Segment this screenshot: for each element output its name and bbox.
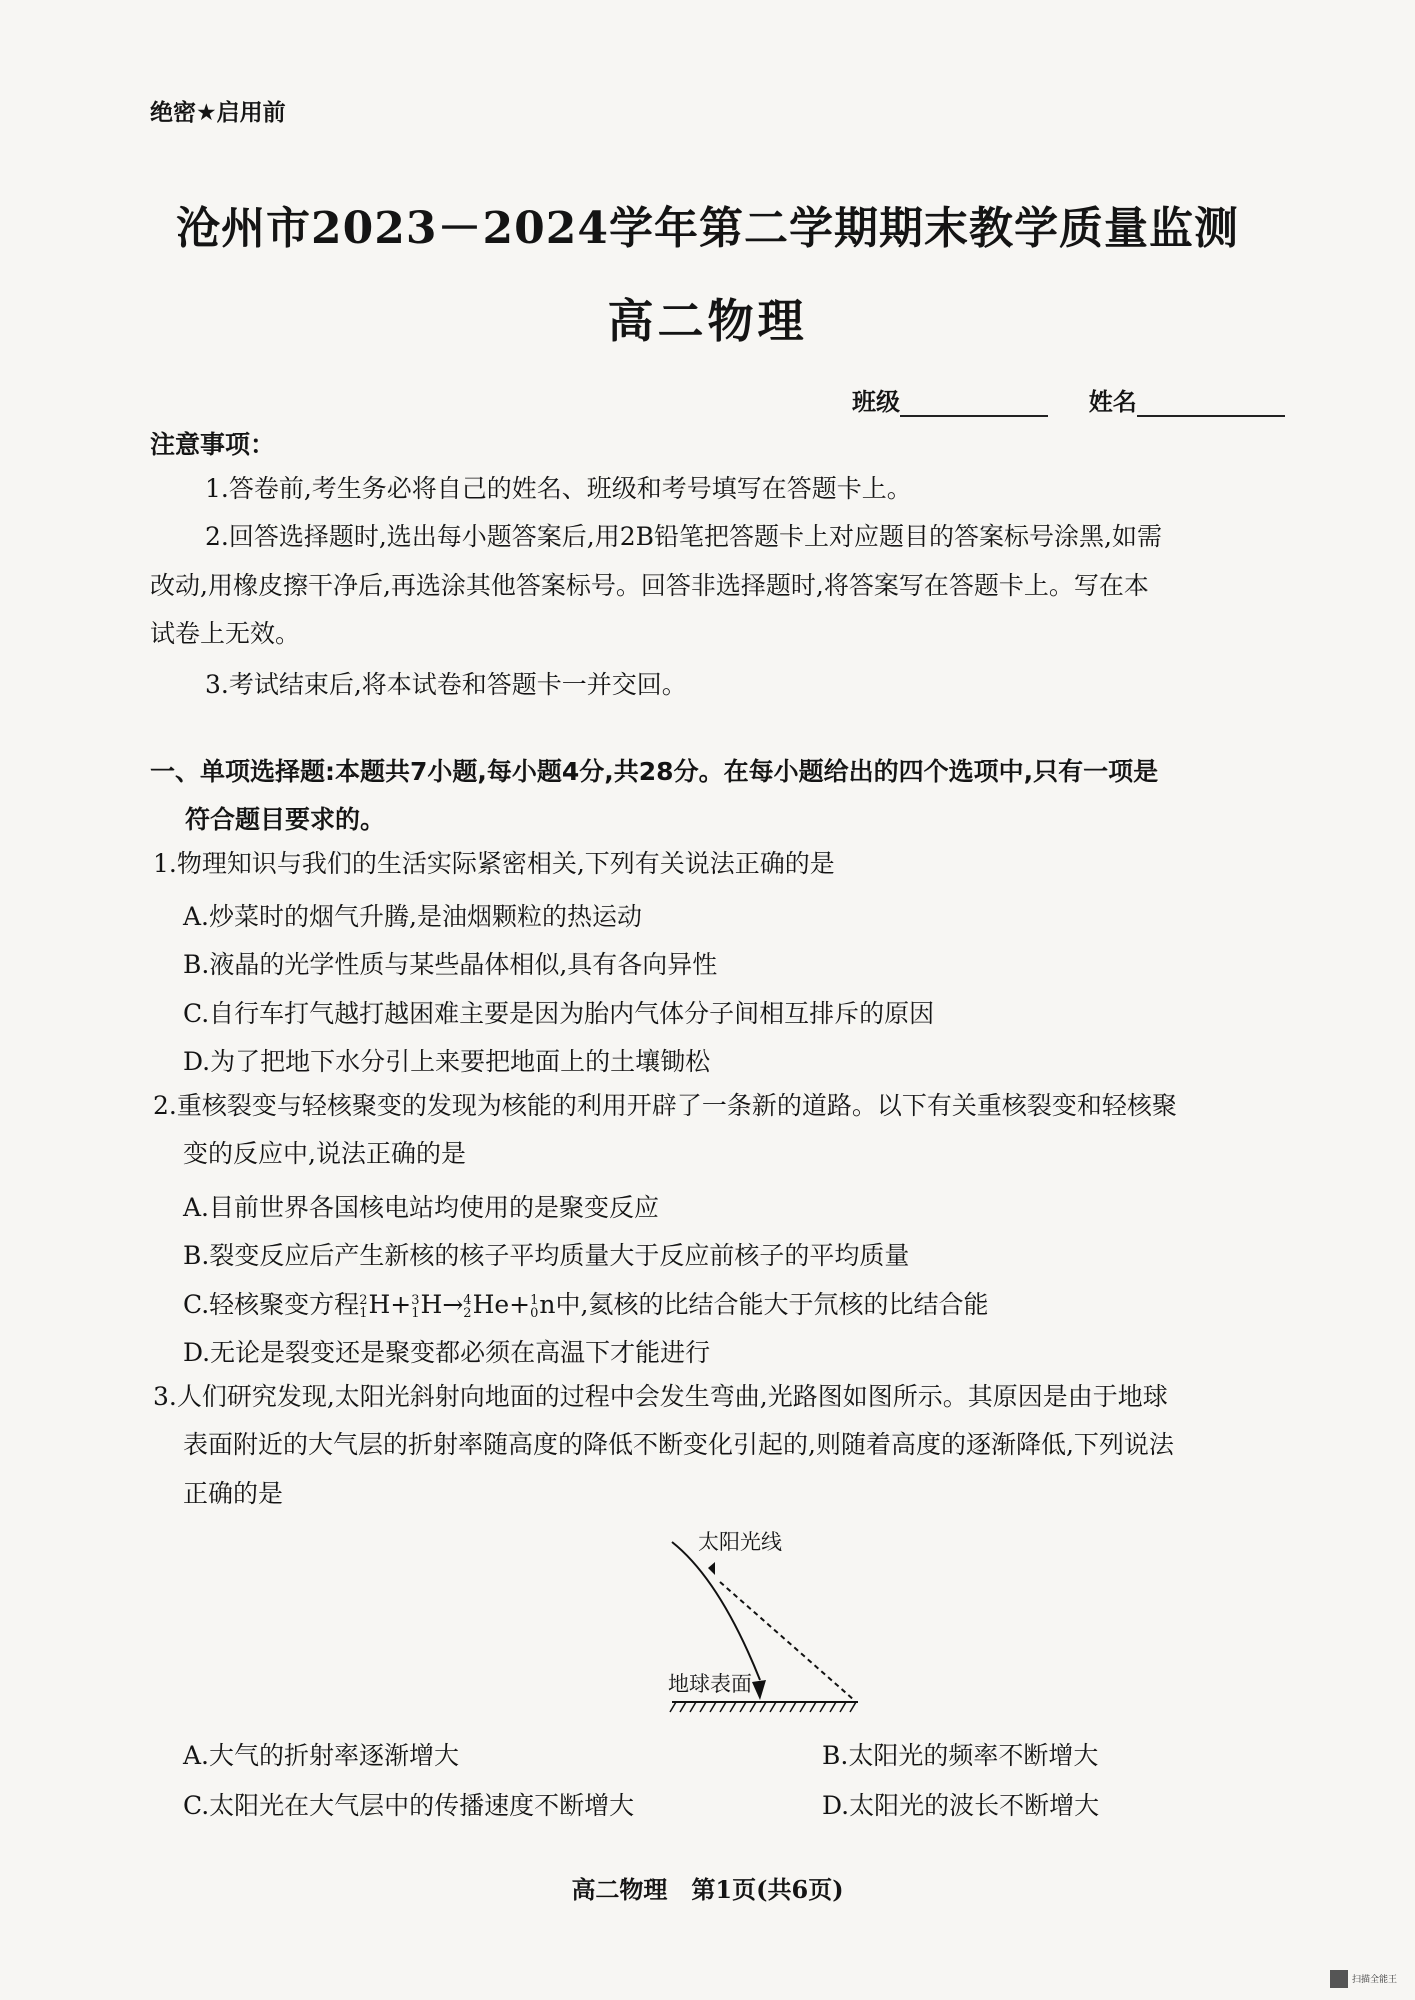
class-blank[interactable]: [900, 391, 1048, 417]
arrowhead-icon: [752, 1680, 766, 1700]
nuclide-h3: H: [420, 1290, 443, 1319]
q1-option-c: C.自行车打气越打越困难主要是因为胎内气体分子间相互排斥的原因: [183, 999, 935, 1028]
scanner-watermark: 扫描全能王: [1352, 1975, 1398, 1985]
q3-stem-cont: 表面附近的大气层的折射率随高度的降低不断变化引起的,则随着高度的逐渐降低,下列说法: [183, 1430, 1174, 1459]
q1-stem: 1.物理知识与我们的生活实际紧密相关,下列有关说法正确的是: [153, 849, 835, 878]
q2-option-d: D.无论是裂变还是聚变都必须在高温下才能进行: [183, 1338, 711, 1367]
q2-option-a: A.目前世界各国核电站均使用的是聚变反应: [183, 1193, 660, 1222]
q3-option-a: A.大气的折射率逐渐增大: [183, 1741, 460, 1770]
q2-stem: 2.重核裂变与轻核聚变的发现为核能的利用开辟了一条新的道路。以下有关重核裂变和轻核聚: [153, 1091, 1177, 1120]
confidential-label: 绝密★启用前: [150, 100, 286, 126]
q3-stem: 3.人们研究发现,太阳光斜射向地面的过程中会发生弯曲,光路图如图所示。其原因是由于地球: [153, 1382, 1168, 1411]
notice-title: 注意事项：: [150, 430, 276, 459]
earth-surface-label: 地球表面: [668, 1672, 752, 1696]
q3-option-b: B.太阳光的频率不断增大: [822, 1741, 1099, 1770]
class-label: 班级: [852, 388, 900, 416]
page-footer: 高二物理 第1页(共6页): [571, 1875, 844, 1904]
section-heading: 一、单项选择题:本题共7小题,每小题4分,共28分。在每小题给出的四个选项中,只有一项是: [150, 757, 1159, 786]
ground-hatch: [670, 1702, 856, 1712]
nuclide-n: n: [539, 1290, 556, 1319]
q3-option-c: C.太阳光在大气层中的传播速度不断增大: [183, 1791, 635, 1820]
exam-title: 沧州市2023－2024学年第二学期期末教学质量监测: [176, 203, 1239, 254]
name-blank[interactable]: [1137, 391, 1285, 417]
q2-option-c-prefix: C.轻核聚变方程: [183, 1290, 360, 1319]
notice-item-1: 1.答卷前,考生务必将自己的姓名、班级和考号填写在答题卡上。: [205, 474, 912, 503]
name-label: 姓名: [1088, 388, 1137, 416]
q2-stem-cont: 变的反应中,说法正确的是: [183, 1139, 466, 1168]
q2-option-c: C.轻核聚变方程2 1H+3 1H→4 2He+1 0n中,氦核的比结合能大于氘核的比结合能: [183, 1290, 989, 1321]
nuclide-he: He: [472, 1290, 510, 1319]
sun-ray-curve: [672, 1542, 760, 1680]
q2-option-c-suffix: 中,氦核的比结合能大于氘核的比结合能: [555, 1290, 989, 1319]
qr-code-icon: [1330, 1970, 1348, 1988]
q3-stem-end: 正确的是: [183, 1479, 284, 1508]
q1-option-b: B.液晶的光学性质与某些晶体相似,具有各向异性: [183, 950, 718, 979]
reaction-arrow: →: [442, 1290, 464, 1319]
q1-option-d: D.为了把地下水分引上来要把地面上的土壤锄松: [183, 1047, 711, 1076]
notice-item-2-cont: 改动,用橡皮擦干净后,再选涂其他答案标号。回答非选择题时,将答案写在答题卡上。写在本: [150, 571, 1149, 600]
notice-item-2-end: 试卷上无效。: [150, 619, 301, 648]
q2-option-b: B.裂变反应后产生新核的核子平均质量大于反应前核子的平均质量: [183, 1241, 910, 1270]
section-heading-cont: 符合题目要求的。: [185, 805, 386, 834]
nuclide-h2: H: [368, 1290, 391, 1319]
sun-ray-label: 太阳光线: [698, 1530, 782, 1554]
q1-option-a: A.炒菜时的烟气升腾,是油烟颗粒的热运动: [183, 902, 642, 931]
subject-title: 高二物理: [607, 294, 808, 348]
ray-arrow-icon: [708, 1562, 715, 1575]
notice-item-3: 3.考试结束后,将本试卷和答题卡一并交回。: [205, 670, 687, 699]
q3-option-d: D.太阳光的波长不断增大: [822, 1791, 1100, 1820]
notice-item-2: 2.回答选择题时,选出每小题答案后,用2B铅笔把答题卡上对应题目的答案标号涂黑,如需: [205, 522, 1162, 551]
student-info-fields: [852, 382, 1285, 417]
